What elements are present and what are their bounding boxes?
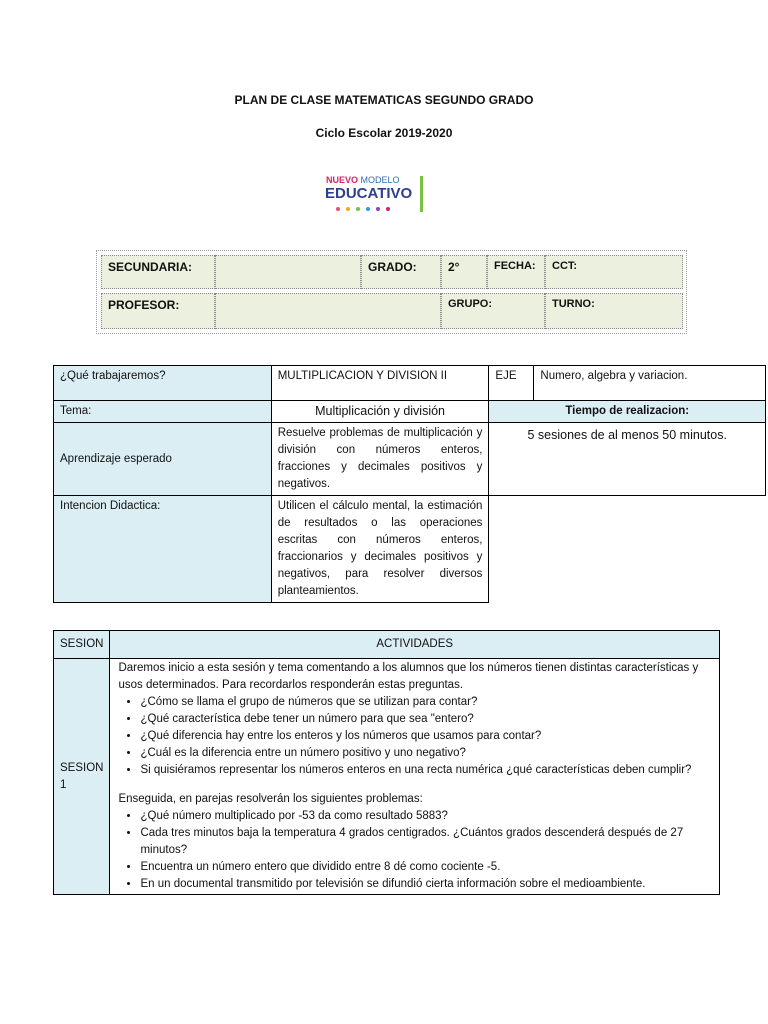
session-column-header: SESION — [54, 631, 110, 659]
logo-educativo: EDUCATIVO — [325, 185, 413, 202]
grupo-label: GRUPO: — [441, 293, 545, 329]
tiempo-value: 5 sesiones de al menos 50 minutos. — [489, 423, 766, 496]
question-item: • ¿Qué característica debe tener un número para que sea "entero? — [140, 711, 711, 728]
class-info-table — [53, 365, 766, 603]
fecha-label: FECHA: — [487, 255, 545, 289]
question-item: • ¿Cuál es la diferencia entre un número positivo y uno negativo? — [140, 745, 711, 762]
problem-item: • Encuentra un número entero que dividido entre 8 dé como cociente -5. — [140, 859, 711, 876]
problem-item: • En un documental transmitido por televisión se difundió cierta información sobre el medioambiente. — [140, 876, 711, 893]
logo-line-1 — [326, 175, 400, 185]
session-1-activities — [110, 659, 720, 895]
pairs-intro: Enseguida, en parejas resolverán los siguientes problemas: — [118, 793, 423, 805]
logo-dot — [336, 207, 340, 211]
turno-label: TURNO: — [545, 293, 683, 329]
questions-list — [118, 694, 711, 779]
grado-label: GRADO: — [361, 255, 441, 289]
empty-cell — [489, 496, 766, 603]
nuevo-modelo-educativo-logo — [322, 170, 428, 216]
logo-dots — [336, 207, 390, 211]
session-1-label: SESION 1 — [54, 659, 110, 895]
intencion-value: Utilicen el cálculo mental, la estimación de resultados o las operaciones escritas con números enteros, fraccionarios y decimales positivos y negativos, para resolver diversos planteamientos. — [271, 496, 489, 603]
aprendizaje-label: Aprendizaje esperado — [54, 423, 272, 496]
tema-label: Tema: — [54, 401, 272, 423]
logo-dot — [356, 207, 360, 211]
document-title: PLAN DE CLASE MATEMATICAS SEGUNDO GRADO — [234, 93, 534, 107]
logo-dot — [346, 207, 350, 211]
tema-value: Multiplicación y división — [271, 401, 489, 423]
header-form — [96, 250, 687, 334]
aprendizaje-value: Resuelve problemas de multiplicación y división con números enteros, fracciones y decimales positivos y negativos. — [271, 423, 489, 496]
what-label: ¿Qué trabajaremos? — [54, 366, 272, 401]
eje-label: EJE — [489, 366, 534, 401]
session-intro: Daremos inicio a esta sesión y tema comentando a los alumnos que los números tienen distintas características y usos determinados. Para recordarlos responderán estas preguntas. — [118, 662, 699, 691]
intencion-label: Intencion Didactica: — [54, 496, 272, 603]
what-value: MULTIPLICACION Y DIVISION II — [271, 366, 489, 401]
question-item: • Si quisiéramos representar los números enteros en una recta numérica ¿qué características deben cumplir? — [140, 762, 711, 779]
tiempo-label: Tiempo de realizacion: — [489, 401, 766, 423]
logo-modelo: MODELO — [360, 175, 400, 185]
problems-list — [118, 808, 711, 893]
secundaria-label: SECUNDARIA: — [101, 255, 215, 289]
logo-dot — [376, 207, 380, 211]
profesor-field[interactable] — [215, 293, 441, 329]
problem-item: • Cada tres minutos baja la temperatura 4 grados centigrados. ¿Cuántos grados descenderá después de 27 minutos? — [140, 825, 711, 859]
logo-dot — [366, 207, 370, 211]
activities-column-header: ACTIVIDADES — [110, 631, 720, 659]
logo-dot — [386, 207, 390, 211]
cct-label: CCT: — [545, 255, 683, 289]
logo-bar — [420, 176, 423, 212]
grado-value[interactable]: 2° — [441, 255, 487, 289]
logo-nuevo: NUEVO — [326, 175, 359, 185]
problem-item: • ¿Qué número multiplicado por -53 da como resultado 5883? — [140, 808, 711, 825]
profesor-label: PROFESOR: — [101, 293, 215, 329]
eje-value: Numero, algebra y variacion. — [534, 366, 766, 401]
school-cycle: Ciclo Escolar 2019-2020 — [315, 126, 453, 140]
activities-table — [53, 630, 720, 895]
secundaria-field[interactable] — [215, 255, 361, 289]
question-item: • ¿Qué diferencia hay entre los enteros y los números que usamos para contar? — [140, 728, 711, 745]
question-item: • ¿Cómo se llama el grupo de números que se utilizan para contar? — [140, 694, 711, 711]
